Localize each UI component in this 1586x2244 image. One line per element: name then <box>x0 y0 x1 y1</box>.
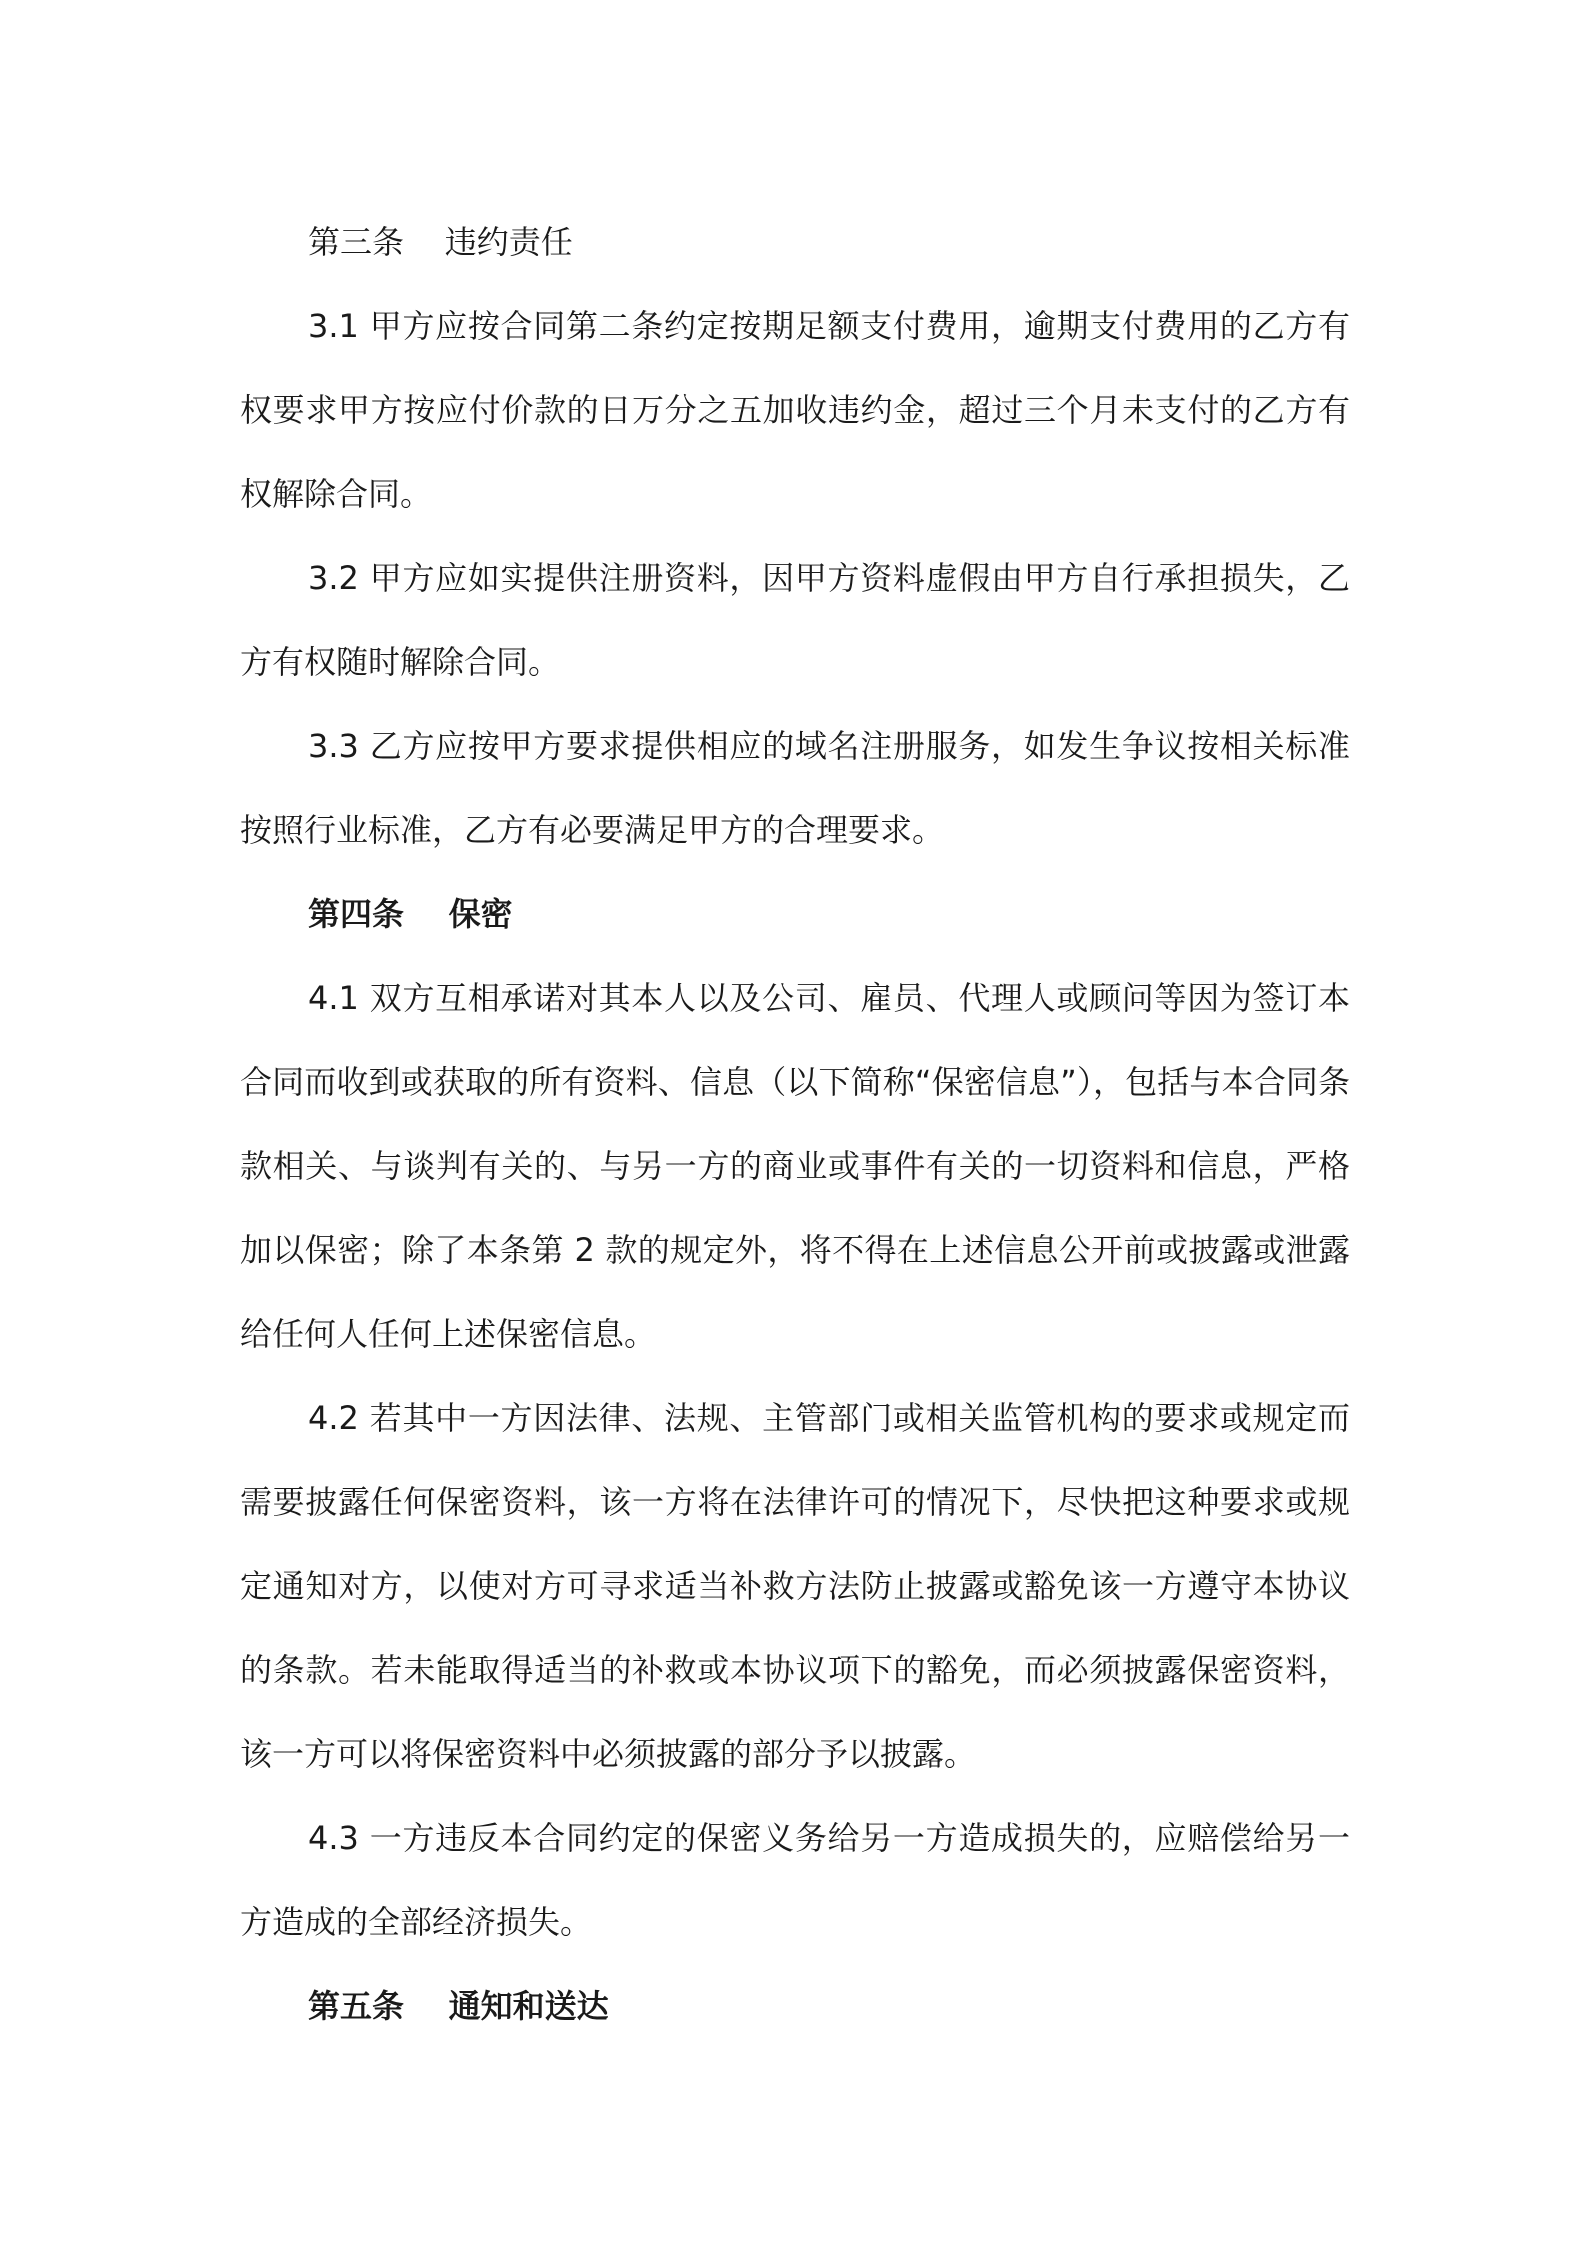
article-4-clause-2: 4.2 若其中一方因法律、法规、主管部门或相关监管机构的要求或规定而需要披露任何保密资料，该一方将在法律许可的情况下，尽快把这种要求或规定通知对方，以使对方可寻求适当补救方法防止披露或豁免该一方遵守本协议的条款。若未能取得适当的补救或本协议项下的豁免，而必须披露保密资料，该一方可以将保密资料中必须披露的部分予以披露。 <box>240 1399 1350 1773</box>
article-5-heading: 第五条 通知和送达 <box>308 1987 609 2025</box>
article-4-clause-3: 4.3 一方违反本合同约定的保密义务给另一方造成损失的，应赔偿给另一方造成的全部经济损失。 <box>240 1819 1350 1941</box>
article-3-clause-2: 3.2 甲方应如实提供注册资料，因甲方资料虚假由甲方自行承担损失，乙方有权随时解除合同。 <box>240 559 1350 681</box>
document-page <box>240 200 1350 2048</box>
article-4-clause-1: 4.1 双方互相承诺对其本人以及公司、雇员、代理人或顾问等因为签订本合同而收到或获取的所有资料、信息（以下简称“保密信息”），包括与本合同条款相关、与谈判有关的、与另一方的商业或事件有关的一切资料和信息，严格加以保密；除了本条第 2 款的规定外，将不得在上述信息公开前或披露或泄露给任何人任何上述保密信息。 <box>240 979 1350 1353</box>
article-4-heading: 第四条 保密 <box>308 895 513 933</box>
article-3-clause-3: 3.3 乙方应按甲方要求提供相应的域名注册服务，如发生争议按相关标准按照行业标准，乙方有必要满足甲方的合理要求。 <box>240 727 1350 849</box>
article-3-clause-1: 3.1 甲方应按合同第二条约定按期足额支付费用，逾期支付费用的乙方有权要求甲方按应付价款的日万分之五加收违约金，超过三个月未支付的乙方有权解除合同。 <box>240 307 1350 513</box>
article-3-heading: 第三条 违约责任 <box>308 223 573 261</box>
